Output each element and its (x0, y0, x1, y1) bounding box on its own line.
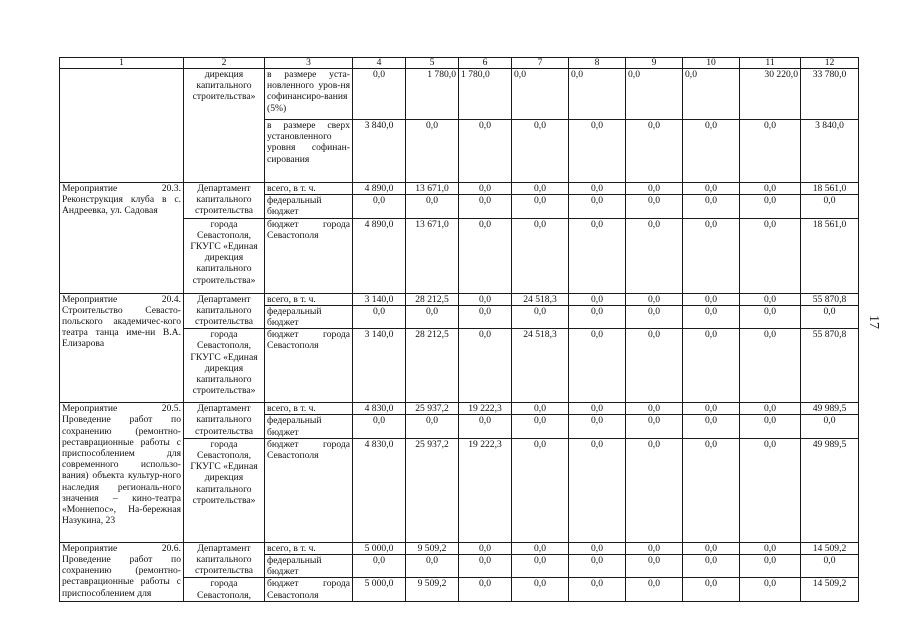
amount-cell: 0,0 (569, 69, 626, 120)
amount-cell: 0,0 (626, 69, 683, 120)
amount-cell: 0,0 (512, 218, 569, 293)
header-cell: 7 (512, 58, 569, 69)
amount-cell: 1 780,0 (406, 69, 459, 120)
funding-source-cell: всего, в т. ч. (265, 183, 353, 195)
amount-cell: 0,0 (569, 293, 626, 305)
amount-cell: 24 518,3 (512, 329, 569, 403)
amount-cell: 5 000,0 (353, 578, 406, 601)
amount-cell: 0,0 (459, 305, 512, 328)
total-cell: 49 989,5 (801, 403, 859, 415)
amount-cell: 4 830,0 (353, 403, 406, 415)
amount-cell: 30 220,0 (740, 69, 801, 120)
funding-source-cell: федеральный бюджет (265, 415, 353, 438)
table-row (60, 542, 859, 554)
amount-cell: 0,0 (626, 438, 683, 542)
activity-cell: Мероприятие 20.3. Реконструкция клуба в с. Андреевка, ул. Садовая (60, 183, 184, 294)
amount-cell: 0,0 (626, 183, 683, 195)
header-cell: 1 (60, 58, 184, 69)
amount-cell: 0,0 (569, 305, 626, 328)
amount-cell: 0,0 (626, 293, 683, 305)
amount-cell: 0,0 (626, 555, 683, 578)
amount-cell: 0,0 (569, 329, 626, 403)
amount-cell: 0,0 (683, 542, 740, 554)
total-cell: 55 870,8 (801, 329, 859, 403)
funding-source-cell: бюджет города Севастополя (265, 438, 353, 542)
amount-cell: 0,0 (683, 69, 740, 120)
total-cell: 14 509,2 (801, 542, 859, 554)
funding-source-cell: федеральный бюджет (265, 555, 353, 578)
amount-cell: 24 518,3 (512, 293, 569, 305)
funding-source-cell: федеральный бюджет (265, 305, 353, 328)
column-number-header (60, 58, 859, 69)
header-cell: 8 (569, 58, 626, 69)
amount-cell: 0,0 (683, 218, 740, 293)
amount-cell: 0,0 (353, 195, 406, 218)
amount-cell: 28 212,5 (406, 329, 459, 403)
header-cell: 9 (626, 58, 683, 69)
amount-cell: 0,0 (626, 305, 683, 328)
header-cell: 11 (740, 58, 801, 69)
amount-cell: 0,0 (459, 555, 512, 578)
amount-cell: 0,0 (740, 542, 801, 554)
funding-source-cell: всего, в т. ч. (265, 542, 353, 554)
funding-source-cell: всего, в т. ч. (265, 403, 353, 415)
amount-cell: 0,0 (406, 555, 459, 578)
amount-cell: 0,0 (512, 578, 569, 601)
header-cell: 12 (801, 58, 859, 69)
amount-cell: 0,0 (740, 183, 801, 195)
amount-cell: 0,0 (512, 415, 569, 438)
total-cell: 3 840,0 (801, 120, 859, 183)
budget-table (59, 57, 859, 602)
amount-cell: 0,0 (459, 183, 512, 195)
amount-cell: 0,0 (740, 195, 801, 218)
amount-cell: 0,0 (683, 293, 740, 305)
amount-cell: 0,0 (740, 305, 801, 328)
amount-cell: 0,0 (459, 218, 512, 293)
amount-cell: 0,0 (740, 555, 801, 578)
amount-cell: 4 830,0 (353, 438, 406, 542)
total-cell: 33 780,0 (801, 69, 859, 120)
amount-cell: 1 780,0 (459, 69, 512, 120)
amount-cell: 13 671,0 (406, 183, 459, 195)
amount-cell: 28 212,5 (406, 293, 459, 305)
amount-cell: 5 000,0 (353, 542, 406, 554)
amount-cell: 0,0 (459, 329, 512, 403)
amount-cell: 3 140,0 (353, 329, 406, 403)
activity-cell: Мероприятие 20.6. Проведение работ по сохранению (ремонтно-реставрационные работы с приспособлением для (60, 542, 184, 601)
amount-cell: 0,0 (569, 403, 626, 415)
funding-source-cell: бюджет города Севастополя (265, 218, 353, 293)
amount-cell: 0,0 (683, 183, 740, 195)
activity-cell (60, 69, 184, 183)
amount-cell: 0,0 (569, 218, 626, 293)
executor-cell: Департамент капитального строительства (184, 183, 265, 219)
amount-cell: 0,0 (626, 542, 683, 554)
amount-cell: 0,0 (740, 120, 801, 183)
amount-cell: 0,0 (512, 183, 569, 195)
header-cell: 10 (683, 58, 740, 69)
amount-cell: 0,0 (740, 293, 801, 305)
amount-cell: 0,0 (626, 120, 683, 183)
amount-cell: 0,0 (406, 195, 459, 218)
amount-cell: 0,0 (459, 293, 512, 305)
amount-cell: 0,0 (683, 578, 740, 601)
amount-cell: 0,0 (353, 69, 406, 120)
amount-cell: 9 509,2 (406, 542, 459, 554)
total-cell: 14 509,2 (801, 578, 859, 601)
executor-cell: Департамент капитального строительства (184, 293, 265, 329)
amount-cell: 0,0 (353, 415, 406, 438)
amount-cell: 0,0 (740, 415, 801, 438)
funding-source-cell: в размере уста-новленного уров-ня софинансиро-вания (5%) (265, 69, 353, 120)
page-number: 17 (866, 315, 881, 329)
amount-cell: 0,0 (569, 578, 626, 601)
amount-cell: 0,0 (459, 195, 512, 218)
funding-source-cell: всего, в т. ч. (265, 293, 353, 305)
amount-cell: 0,0 (459, 120, 512, 183)
executor-cell: города Севастополя, ГКУГС «Единая дирекция капитального строительства» (184, 218, 265, 293)
executor-cell: города Севастополя, ГКУГС «Единая дирекция капитального строительства» (184, 438, 265, 542)
amount-cell: 0,0 (512, 120, 569, 183)
table-row (60, 183, 859, 195)
executor-cell: города Севастополя, (184, 578, 265, 601)
amount-cell: 0,0 (683, 195, 740, 218)
amount-cell: 0,0 (512, 555, 569, 578)
executor-cell: дирекция капитального строительства» (184, 69, 265, 183)
funding-source-cell: бюджет города Севастополя (265, 578, 353, 601)
activity-cell: Мероприятие 20.4. Строительство Севасто-польского академичес-кого театра танца име-ни В.А. Елизарова (60, 293, 184, 403)
executor-cell: Департамент капитального строительства (184, 403, 265, 439)
amount-cell: 0,0 (459, 542, 512, 554)
amount-cell: 0,0 (683, 415, 740, 438)
funding-source-cell: в размере сверх установленного уровня софинан-сирования (265, 120, 353, 183)
amount-cell: 0,0 (569, 120, 626, 183)
table-row (60, 403, 859, 415)
amount-cell: 0,0 (740, 218, 801, 293)
total-cell: 18 561,0 (801, 183, 859, 195)
amount-cell: 0,0 (512, 195, 569, 218)
amount-cell: 0,0 (512, 542, 569, 554)
total-cell: 0,0 (801, 555, 859, 578)
amount-cell: 0,0 (569, 438, 626, 542)
amount-cell: 0,0 (626, 218, 683, 293)
amount-cell: 0,0 (569, 195, 626, 218)
header-cell: 4 (353, 58, 406, 69)
activity-cell: Мероприятие 20.5. Проведение работ по сохранению (ремонтно-реставрационные работы с приспособлением для современного использо-вания) объекта культур-ного наследия региональ-ного значения – кино-театра «Моннепос», На-бережная Назукина, 23 (60, 403, 184, 543)
amount-cell: 0,0 (512, 438, 569, 542)
amount-cell: 13 671,0 (406, 218, 459, 293)
amount-cell: 0,0 (353, 555, 406, 578)
amount-cell: 0,0 (459, 578, 512, 601)
amount-cell: 0,0 (626, 403, 683, 415)
total-cell: 18 561,0 (801, 218, 859, 293)
amount-cell: 25 937,2 (406, 403, 459, 415)
amount-cell: 0,0 (740, 438, 801, 542)
amount-cell: 4 890,0 (353, 218, 406, 293)
amount-cell: 0,0 (512, 69, 569, 120)
executor-cell: Департамент капитального строительства (184, 542, 265, 578)
amount-cell: 0,0 (740, 578, 801, 601)
funding-source-cell: бюджет города Севастополя (265, 329, 353, 403)
amount-cell: 0,0 (683, 329, 740, 403)
total-cell: 0,0 (801, 305, 859, 328)
total-cell: 49 989,5 (801, 438, 859, 542)
amount-cell: 0,0 (459, 415, 512, 438)
amount-cell: 0,0 (406, 120, 459, 183)
total-cell: 0,0 (801, 415, 859, 438)
amount-cell: 0,0 (406, 305, 459, 328)
funding-source-cell: федеральный бюджет (265, 195, 353, 218)
amount-cell: 0,0 (406, 415, 459, 438)
amount-cell: 25 937,2 (406, 438, 459, 542)
amount-cell: 0,0 (683, 305, 740, 328)
amount-cell: 3 140,0 (353, 293, 406, 305)
table-row (60, 69, 859, 120)
amount-cell: 0,0 (683, 555, 740, 578)
header-cell: 5 (406, 58, 459, 69)
amount-cell: 0,0 (683, 438, 740, 542)
header-cell: 2 (184, 58, 265, 69)
amount-cell: 0,0 (626, 195, 683, 218)
amount-cell: 0,0 (353, 305, 406, 328)
amount-cell: 0,0 (626, 329, 683, 403)
executor-cell: города Севастополя, ГКУГС «Единая дирекция капитального строительства» (184, 329, 265, 403)
amount-cell: 0,0 (569, 415, 626, 438)
amount-cell: 19 222,3 (459, 438, 512, 542)
amount-cell: 4 890,0 (353, 183, 406, 195)
amount-cell: 0,0 (626, 578, 683, 601)
amount-cell: 0,0 (740, 329, 801, 403)
amount-cell: 0,0 (740, 403, 801, 415)
header-cell: 3 (265, 58, 353, 69)
amount-cell: 0,0 (512, 403, 569, 415)
amount-cell: 0,0 (569, 542, 626, 554)
amount-cell: 9 509,2 (406, 578, 459, 601)
header-cell: 6 (459, 58, 512, 69)
amount-cell: 19 222,3 (459, 403, 512, 415)
amount-cell: 0,0 (683, 403, 740, 415)
amount-cell: 0,0 (512, 305, 569, 328)
amount-cell: 0,0 (569, 555, 626, 578)
total-cell: 55 870,8 (801, 293, 859, 305)
amount-cell: 0,0 (569, 183, 626, 195)
total-cell: 0,0 (801, 195, 859, 218)
amount-cell: 3 840,0 (353, 120, 406, 183)
table-row (60, 293, 859, 305)
amount-cell: 0,0 (683, 120, 740, 183)
amount-cell: 0,0 (626, 415, 683, 438)
